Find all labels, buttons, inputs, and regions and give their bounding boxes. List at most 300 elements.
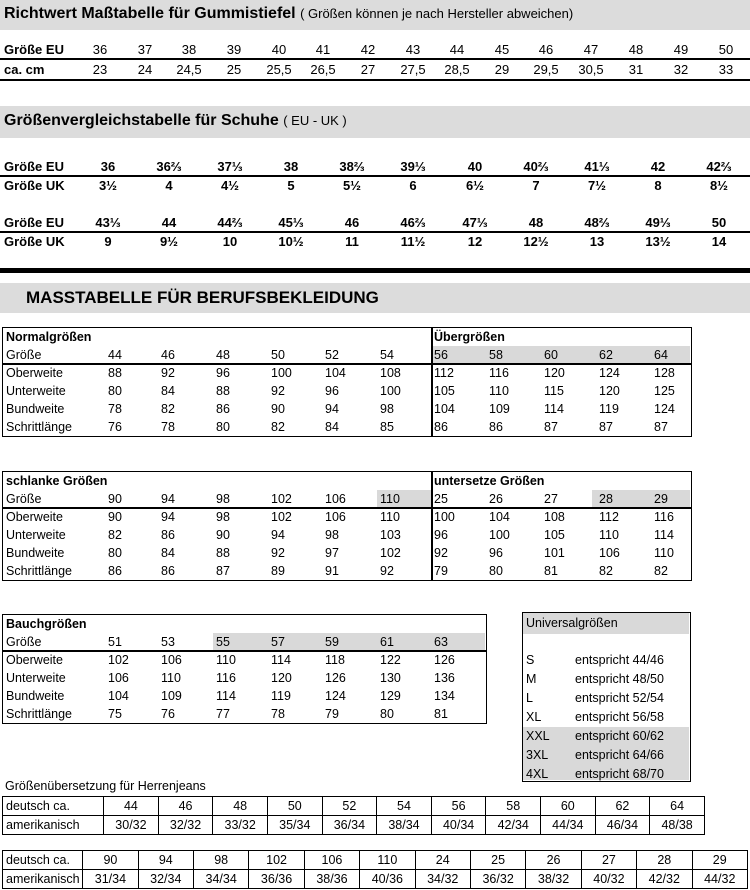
divider (0, 175, 750, 177)
universal-text: entspricht 60/62 (575, 729, 664, 743)
schlank-cell: 88 (216, 546, 230, 560)
schuhe-uk-cell: 8½ (709, 178, 729, 193)
schlank-cell: 102 (271, 492, 292, 506)
gummistiefel-cm-cell: 30,5 (578, 62, 604, 77)
bauch-cell: 53 (161, 635, 175, 649)
jeans-cell: 56 (431, 797, 486, 816)
schuhe-eu-cell: 46⅔ (400, 215, 426, 230)
bauch-cell: 55 (216, 635, 230, 649)
ueber-cell: 116 (489, 366, 509, 380)
schuhe-uk-cell: 5½ (342, 178, 362, 193)
bauch-cell: 78 (271, 707, 285, 721)
normal-cell: 85 (380, 420, 394, 434)
gummistiefel-cm-cell: 32 (673, 62, 689, 77)
bauch-cell: 109 (161, 689, 182, 703)
gummistiefel-cm-cell: 24,5 (176, 62, 202, 77)
normal-row-label: Unterweite (6, 384, 66, 398)
untersetzt-cell: 82 (599, 564, 613, 578)
normal-cell: 108 (380, 366, 401, 380)
gummistiefel-cm-cell: 31 (628, 62, 644, 77)
jeans-cell: 31/34 (83, 870, 138, 889)
ueber-cell: 119 (599, 402, 619, 416)
schuhe-eu-cell: 36⅔ (156, 159, 182, 174)
schuhe-eu-cell: 45⅓ (278, 215, 304, 230)
gummistiefel-eu-cell: 43 (405, 42, 421, 57)
jeans-cell: 44/34 (541, 816, 596, 835)
schuhe-eu-cell: 49⅓ (645, 215, 671, 230)
jeans-cell: 38/34 (377, 816, 432, 835)
bauch-cell: 61 (380, 635, 394, 649)
divider (0, 58, 750, 60)
bauch-cell: 81 (434, 707, 448, 721)
jeans-cell: 30/32 (104, 816, 159, 835)
normal-cell: 84 (325, 420, 339, 434)
untersetzt-cell: 110 (654, 546, 674, 560)
bauch-cell: 119 (271, 689, 291, 703)
untersetzt-cell: 96 (489, 546, 503, 560)
gummistiefel-cm-cell: 27,5 (400, 62, 426, 77)
schlank-cell: 86 (161, 528, 175, 542)
schuhe-uk-cell: 10½ (278, 234, 304, 249)
schuhe-eu-cell: 38⅔ (339, 159, 365, 174)
gummistiefel-eu-cell: 42 (360, 42, 376, 57)
jeans-cell: 36/36 (249, 870, 304, 889)
ueber-cell: 104 (434, 402, 455, 416)
schuhe-uk-cell: 11½ (400, 234, 426, 249)
bauch-cell: 57 (271, 635, 285, 649)
bauch-cell: 126 (434, 653, 455, 667)
schlank-cell: 97 (325, 546, 339, 560)
ueber-cell: 87 (544, 420, 558, 434)
schuhe-eu-cell: 38 (283, 159, 299, 174)
schlank-cell: 92 (271, 546, 285, 560)
jeans-cell: 32/34 (138, 870, 193, 889)
normal-cell: 82 (271, 420, 285, 434)
untersetzt-title: untersetze Größen (434, 474, 545, 488)
schlank-cell: 84 (161, 546, 175, 560)
normal-row-label: Schrittlänge (6, 420, 73, 434)
ueber-cell: 124 (599, 366, 620, 380)
schuhe-label-uk: Größe UK (4, 234, 65, 249)
schlank-title: schlanke Größen (6, 474, 108, 488)
schuhe-uk-cell: 8 (654, 178, 662, 193)
ueber-cell: 86 (434, 420, 448, 434)
jeans-row-label: deutsch ca. (3, 851, 83, 870)
ueber-cell: 110 (489, 384, 509, 398)
jeans-cell: 60 (541, 797, 596, 816)
bauch-cell: 63 (434, 635, 448, 649)
universal-size: 4XL (526, 767, 549, 781)
schlank-cell: 90 (108, 510, 122, 524)
schlank-cell: 82 (108, 528, 122, 542)
gummistiefel-eu-cell: 40 (271, 42, 287, 57)
schlank-cell: 90 (108, 492, 122, 506)
ueber-cell: 62 (599, 348, 613, 362)
schuhe-eu-cell: 42 (650, 159, 666, 174)
jeans-cell: 38/32 (526, 870, 581, 889)
bauch-cell: 77 (216, 707, 230, 721)
normal-cell: 98 (380, 402, 394, 416)
bauch-cell: 116 (216, 671, 236, 685)
jeans-cell: 52 (322, 797, 377, 816)
gummistiefel-eu-cell: 50 (718, 42, 734, 57)
schuhe-eu-cell: 44⅔ (217, 215, 243, 230)
untersetzt-cell: 27 (544, 492, 558, 506)
schuhe-uk-cell: 9½ (159, 234, 179, 249)
schuhe-uk-cell: 12½ (523, 234, 549, 249)
universal-text: entspricht 44/46 (575, 653, 664, 667)
ueber-cell: 64 (654, 348, 668, 362)
schlank-row-label: Bundweite (6, 546, 65, 560)
jeans-cell: 40/32 (581, 870, 636, 889)
normal-title: Normalgrößen (6, 330, 92, 344)
bauch-cell: 104 (108, 689, 129, 703)
jeans-cell: 34/34 (193, 870, 248, 889)
untersetzt-cell: 26 (489, 492, 503, 506)
bauch-cell: 79 (325, 707, 339, 721)
untersetzt-cell: 100 (434, 510, 455, 524)
schuhe-label-eu: Größe EU (4, 215, 64, 230)
jeans-cell: 33/32 (213, 816, 268, 835)
schlank-row-label: Unterweite (6, 528, 66, 542)
universal-text: entspricht 64/66 (575, 748, 664, 762)
bauch-cell: 76 (161, 707, 175, 721)
schlank-cell: 94 (271, 528, 285, 542)
ueber-cell: 105 (434, 384, 455, 398)
normal-row-label: Bundweite (6, 402, 65, 416)
divider (0, 79, 750, 81)
gummistiefel-cm-cell: 29 (494, 62, 510, 77)
jeans-cell: 40/34 (431, 816, 486, 835)
schuhe-uk-cell: 3½ (98, 178, 118, 193)
schuhe-eu-cell: 43⅓ (95, 215, 121, 230)
normal-cell: 88 (216, 384, 230, 398)
jeans-cell: 36/34 (322, 816, 377, 835)
gummistiefel-cm-cell: 24 (137, 62, 153, 77)
schlank-cell: 106 (325, 510, 346, 524)
bauch-row-label: Unterweite (6, 671, 66, 685)
schuhe-uk-cell: 10 (222, 234, 238, 249)
bauch-cell: 134 (434, 689, 455, 703)
jeans-row-label: amerikanisch (3, 816, 104, 835)
universal-size: 3XL (526, 748, 549, 762)
normal-cell: 46 (161, 348, 175, 362)
schlank-cell: 98 (325, 528, 339, 542)
universal-text: entspricht 68/70 (575, 767, 664, 781)
untersetzt-cell: 80 (489, 564, 503, 578)
bauch-cell: 122 (380, 653, 401, 667)
schlank-cell: 94 (161, 510, 175, 524)
normal-cell: 78 (108, 402, 122, 416)
schlank-cell: 106 (325, 492, 346, 506)
ueber-cell: 58 (489, 348, 503, 362)
jeans-cell: 46 (158, 797, 213, 816)
normal-cell: 90 (271, 402, 285, 416)
universal-size: L (526, 691, 533, 705)
schuhe-uk-cell: 13½ (645, 234, 671, 249)
gummistiefel-cm-cell: 25 (226, 62, 242, 77)
jeans-title: Größenübersetzung für Herrenjeans (5, 779, 206, 793)
schuhe-uk-cell: 7 (532, 178, 540, 193)
jeans-cell: 44/32 (692, 870, 748, 889)
jeans-cell: 42/32 (637, 870, 692, 889)
schuhe-eu-cell: 37⅓ (217, 159, 243, 174)
schlank-cell: 94 (161, 492, 175, 506)
universal-text: entspricht 56/58 (575, 710, 664, 724)
jeans-cell: 50 (267, 797, 322, 816)
divider (0, 231, 750, 233)
bauch-cell: 106 (161, 653, 182, 667)
schlank-cell: 98 (216, 510, 230, 524)
schuhe-eu-cell: 44 (161, 215, 177, 230)
bauch-cell: 136 (434, 671, 455, 685)
jeans-cell: 48 (213, 797, 268, 816)
schlank-cell: 91 (325, 564, 339, 578)
schuhe-eu-cell: 50 (711, 215, 727, 230)
untersetzt-cell: 29 (654, 492, 668, 506)
jeans-cell: 34/32 (415, 870, 470, 889)
normal-cell: 48 (216, 348, 230, 362)
jeans-row-label: amerikanisch (3, 870, 83, 889)
gummistiefel-cm-cell: 29,5 (533, 62, 559, 77)
normal-cell: 96 (325, 384, 339, 398)
jeans-cell: 27 (581, 851, 636, 870)
schuhe-uk-cell: 4 (165, 178, 173, 193)
bauch-cell: 51 (108, 635, 122, 649)
bauch-row-label: Bundweite (6, 689, 65, 703)
untersetzt-cell: 100 (489, 528, 510, 542)
schlank-row-label: Schrittlänge (6, 564, 73, 578)
gummistiefel-eu-cell: 45 (494, 42, 510, 57)
ueber-title: Übergrößen (434, 330, 505, 344)
schlank-cell: 102 (380, 546, 401, 560)
untersetzt-cell: 79 (434, 564, 448, 578)
schuhe-eu-cell: 41⅓ (584, 159, 610, 174)
normal-cell: 80 (108, 384, 122, 398)
schuhe-eu-cell: 48⅔ (584, 215, 610, 230)
bauch-cell: 120 (271, 671, 292, 685)
bauch-cell: 126 (325, 671, 346, 685)
normal-cell: 54 (380, 348, 394, 362)
ueber-cell: 120 (544, 366, 565, 380)
normal-cell: 92 (161, 366, 175, 380)
schuhe-uk-cell: 9 (104, 234, 112, 249)
bauch-table (2, 614, 487, 724)
normal-cell: 76 (108, 420, 122, 434)
ueber-cell: 125 (654, 384, 675, 398)
untersetzt-cell: 82 (654, 564, 668, 578)
bauch-cell: 110 (161, 671, 181, 685)
gummistiefel-eu-cell: 48 (628, 42, 644, 57)
schuhe-uk-cell: 12 (467, 234, 483, 249)
jeans-cell: 40/36 (360, 870, 415, 889)
untersetzt-cell: 28 (599, 492, 613, 506)
schlank-cell: 86 (108, 564, 122, 578)
schlank-cell: 86 (161, 564, 175, 578)
untersetzt-cell: 108 (544, 510, 565, 524)
untersetzt-cell: 25 (434, 492, 448, 506)
schuhe-eu-cell: 46 (344, 215, 360, 230)
schuhe-title: Größenvergleichstabelle für Schuhe ( EU - UK ) (4, 112, 347, 129)
untersetzt-cell: 101 (544, 546, 565, 560)
bauch-cell: 80 (380, 707, 394, 721)
normal-cell: 104 (325, 366, 346, 380)
jeans-cell: 64 (650, 797, 705, 816)
bauch-row-label: Schrittlänge (6, 707, 73, 721)
schuhe-eu-cell: 36 (100, 159, 116, 174)
normal-cell: 100 (271, 366, 292, 380)
bauch-cell: 114 (271, 653, 291, 667)
jeans-cell: 94 (138, 851, 193, 870)
bauch-cell: 59 (325, 635, 339, 649)
untersetzt-cell: 116 (654, 510, 674, 524)
universal-title: Universalgrößen (526, 616, 618, 630)
jeans-cell: 24 (415, 851, 470, 870)
untersetzt-cell: 114 (654, 528, 674, 542)
jeans-cell: 90 (83, 851, 138, 870)
untersetzt-cell: 104 (489, 510, 510, 524)
normal-cell: 92 (271, 384, 285, 398)
jeans-table-2 (2, 850, 748, 889)
bauch-cell: 102 (108, 653, 129, 667)
ueber-cell: 128 (654, 366, 675, 380)
schuhe-eu-cell: 42⅔ (706, 159, 732, 174)
gummistiefel-eu-cell: 44 (449, 42, 465, 57)
normal-cell: 100 (380, 384, 401, 398)
gummistiefel-cm-cell: 25,5 (266, 62, 292, 77)
normal-cell: 94 (325, 402, 339, 416)
ueber-cell: 60 (544, 348, 558, 362)
gummistiefel-cm-cell: 28,5 (444, 62, 470, 77)
bauch-cell: 75 (108, 707, 122, 721)
gummistiefel-cm-cell: 27 (360, 62, 376, 77)
bauch-cell: 124 (325, 689, 346, 703)
jeans-cell: 102 (249, 851, 304, 870)
schuhe-uk-cell: 13 (589, 234, 605, 249)
schuhe-uk-cell: 7½ (587, 178, 607, 193)
schlank-cell: 98 (216, 492, 230, 506)
jeans-table-1 (2, 796, 705, 835)
schuhe-uk-cell: 4½ (220, 178, 240, 193)
schlank-cell: 103 (380, 528, 401, 542)
schuhe-uk-cell: 6 (409, 178, 417, 193)
untersetzt-cell: 81 (544, 564, 558, 578)
schlank-cell: 80 (108, 546, 122, 560)
universal-text: entspricht 52/54 (575, 691, 664, 705)
gummistiefel-title: Richtwert Maßtabelle für Gummistiefel ( Größen können je nach Hersteller abweichen) (4, 5, 574, 22)
untersetzt-cell: 110 (599, 528, 619, 542)
jeans-cell: 28 (637, 851, 692, 870)
schuhe-eu-cell: 40 (467, 159, 483, 174)
normal-ueber-table (2, 327, 692, 437)
untersetzt-cell: 96 (434, 528, 448, 542)
jeans-cell: 106 (304, 851, 359, 870)
gummistiefel-eu-cell: 47 (583, 42, 599, 57)
normal-cell: 86 (216, 402, 230, 416)
ueber-cell: 120 (599, 384, 620, 398)
universal-table (522, 612, 691, 782)
bauch-cell: 129 (380, 689, 401, 703)
normal-cell: 78 (161, 420, 175, 434)
ueber-cell: 87 (654, 420, 668, 434)
schlank-untersetzt-table (2, 471, 692, 581)
normal-cell: 50 (271, 348, 285, 362)
gummistiefel-cm-cell: 26,5 (310, 62, 336, 77)
jeans-cell: 62 (595, 797, 650, 816)
section-divider (0, 268, 750, 273)
jeans-cell: 48/38 (650, 816, 705, 835)
normal-cell: 82 (161, 402, 175, 416)
bauch-cell: 130 (380, 671, 401, 685)
jeans-cell: 36/32 (470, 870, 525, 889)
bauch-row-label: Größe (6, 635, 42, 649)
schuhe-label-eu: Größe EU (4, 159, 64, 174)
gummistiefel-cm-cell: 33 (718, 62, 734, 77)
normal-row-label: Größe (6, 348, 42, 362)
ueber-cell: 86 (489, 420, 503, 434)
jeans-cell: 44 (104, 797, 159, 816)
universal-size: S (526, 653, 535, 667)
jeans-cell: 98 (193, 851, 248, 870)
gummistiefel-eu-cell: 46 (538, 42, 554, 57)
schuhe-uk-cell: 5 (287, 178, 295, 193)
jeans-cell: 35/34 (267, 816, 322, 835)
ueber-cell: 114 (544, 402, 564, 416)
schuhe-eu-cell: 47⅓ (462, 215, 488, 230)
gummistiefel-eu-cell: 38 (181, 42, 197, 57)
normal-cell: 80 (216, 420, 230, 434)
bauch-cell: 110 (216, 653, 236, 667)
schuhe-uk-cell: 11 (345, 234, 359, 249)
untersetzt-cell: 112 (599, 510, 619, 524)
bauch-title: Bauchgrößen (6, 617, 87, 631)
schuhe-eu-cell: 48 (528, 215, 544, 230)
universal-size: XL (526, 710, 542, 724)
normal-cell: 88 (108, 366, 122, 380)
jeans-cell: 54 (377, 797, 432, 816)
untersetzt-cell: 106 (599, 546, 620, 560)
ueber-cell: 124 (654, 402, 675, 416)
jeans-cell: 42/34 (486, 816, 541, 835)
gummistiefel-eu-cell: 37 (137, 42, 153, 57)
normal-cell: 84 (161, 384, 175, 398)
untersetzt-cell: 105 (544, 528, 565, 542)
schlank-cell: 110 (380, 510, 400, 524)
ueber-cell: 115 (544, 384, 564, 398)
jeans-cell: 32/32 (158, 816, 213, 835)
universal-size: XXL (526, 729, 550, 743)
schlank-row-label: Größe (6, 492, 42, 506)
schlank-cell: 110 (380, 492, 400, 506)
bauch-cell: 114 (216, 689, 236, 703)
normal-cell: 44 (108, 348, 122, 362)
schlank-cell: 90 (216, 528, 230, 542)
universal-text: entspricht 48/50 (575, 672, 664, 686)
normal-cell: 96 (216, 366, 230, 380)
schuhe-uk-cell: 14 (711, 234, 727, 249)
schlank-cell: 92 (380, 564, 394, 578)
gummistiefel-eu-cell: 49 (673, 42, 689, 57)
gummistiefel-eu-cell: 39 (226, 42, 242, 57)
jeans-cell: 38/36 (304, 870, 359, 889)
jeans-cell: 110 (360, 851, 415, 870)
bauch-cell: 118 (325, 653, 345, 667)
gummistiefel-eu-cell: 41 (315, 42, 331, 57)
schlank-cell: 89 (271, 564, 285, 578)
ueber-cell: 109 (489, 402, 510, 416)
universal-size: M (526, 672, 537, 686)
gummistiefel-row-label-eu: Größe EU (4, 42, 64, 57)
